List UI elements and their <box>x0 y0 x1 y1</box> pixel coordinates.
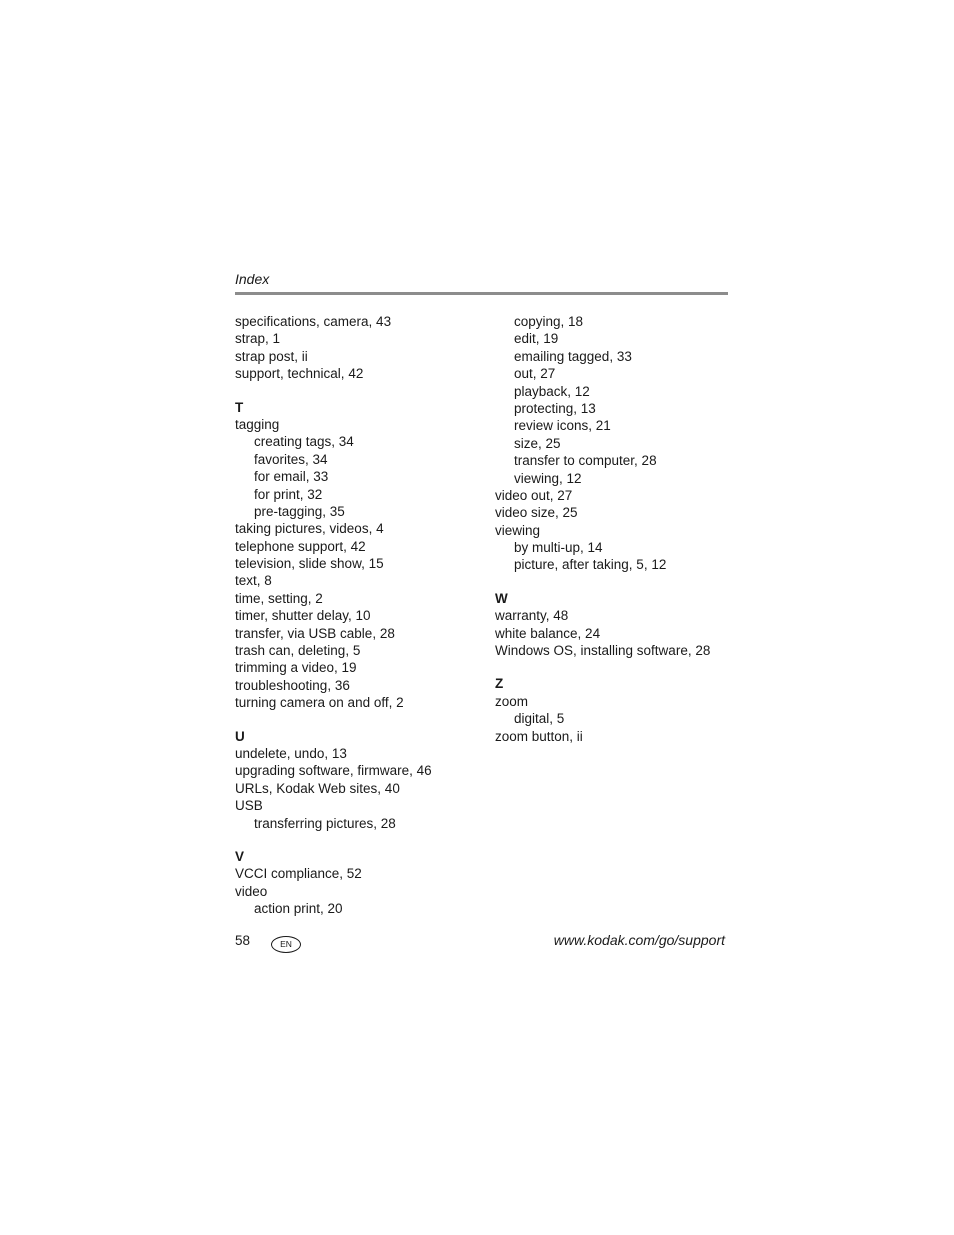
index-entry: video size, 25 <box>495 505 578 521</box>
index-entry: troubleshooting, 36 <box>235 677 350 693</box>
index-entry: turning camera on and off, 2 <box>235 695 404 711</box>
index-section-letter: W <box>495 590 508 606</box>
index-entry: video <box>235 883 268 899</box>
language-badge: EN <box>271 936 301 953</box>
index-subentry: by multi-up, 14 <box>514 540 603 556</box>
index-entry: transfer, via USB cable, 28 <box>235 625 395 641</box>
index-subentry: action print, 20 <box>254 901 343 917</box>
index-entry: upgrading software, firmware, 46 <box>235 763 432 779</box>
index-column-right <box>495 313 735 745</box>
index-subentry: favorites, 34 <box>254 451 328 467</box>
index-entry: taking pictures, videos, 4 <box>235 521 384 537</box>
index-section-letter: V <box>235 848 245 864</box>
index-entry: viewing <box>495 522 541 538</box>
index-subentry: for email, 33 <box>254 469 329 485</box>
index-subentry: copying, 18 <box>514 314 584 329</box>
index-entry: time, setting, 2 <box>235 590 323 606</box>
index-subentry: emailing tagged, 33 <box>514 348 632 364</box>
index-section-letter: T <box>235 399 244 415</box>
index-entry: zoom <box>495 693 529 709</box>
index-subentry: transferring pictures, 28 <box>254 815 396 831</box>
index-subentry: review icons, 21 <box>514 418 611 434</box>
index-entry: strap, 1 <box>235 331 281 347</box>
index-entry: warranty, 48 <box>495 608 569 624</box>
index-entry: tagging <box>235 416 280 432</box>
index-section-letter: Z <box>495 676 504 692</box>
index-entry: URLs, Kodak Web sites, 40 <box>235 780 400 796</box>
index-subentry: size, 25 <box>514 435 561 451</box>
index-entry: undelete, undo, 13 <box>235 745 347 761</box>
index-subentry: out, 27 <box>514 366 556 382</box>
index-subentry: creating tags, 34 <box>254 434 354 450</box>
index-entry: white balance, 24 <box>495 625 601 641</box>
header-divider <box>235 292 728 295</box>
index-entry: zoom button, ii <box>495 728 583 744</box>
index-entry: USB <box>235 798 263 814</box>
index-subentry: protecting, 13 <box>514 400 596 416</box>
index-entry: telephone support, 42 <box>235 538 366 554</box>
index-entry: VCCI compliance, 52 <box>235 866 362 882</box>
page-number: 58 <box>235 933 251 948</box>
index-subentry: picture, after taking, 5, 12 <box>514 557 667 573</box>
index-entry: video out, 27 <box>495 487 573 503</box>
index-entry: Windows OS, installing software, 28 <box>495 643 711 659</box>
index-column-left <box>235 313 485 918</box>
index-entry: text, 8 <box>235 573 272 589</box>
index-entry: trimming a video, 19 <box>235 660 357 676</box>
index-subentry: edit, 19 <box>514 331 559 347</box>
index-entry: specifications, camera, 43 <box>235 314 392 329</box>
page-header-title: Index <box>235 271 270 287</box>
index-entry: trash can, deleting, 5 <box>235 643 361 659</box>
index-section-letter: U <box>235 728 245 744</box>
index-entry: television, slide show, 15 <box>235 556 384 572</box>
support-url[interactable]: www.kodak.com/go/support <box>553 932 725 948</box>
index-entry: timer, shutter delay, 10 <box>235 608 371 624</box>
index-subentry: viewing, 12 <box>514 470 582 486</box>
index-subentry: digital, 5 <box>514 711 565 727</box>
index-subentry: for print, 32 <box>254 486 323 502</box>
index-subentry: playback, 12 <box>514 383 590 399</box>
index-subentry: transfer to computer, 28 <box>514 453 657 469</box>
index-entry: support, technical, 42 <box>235 366 364 382</box>
index-subentry: pre-tagging, 35 <box>254 503 345 519</box>
index-entry: strap post, ii <box>235 348 308 364</box>
